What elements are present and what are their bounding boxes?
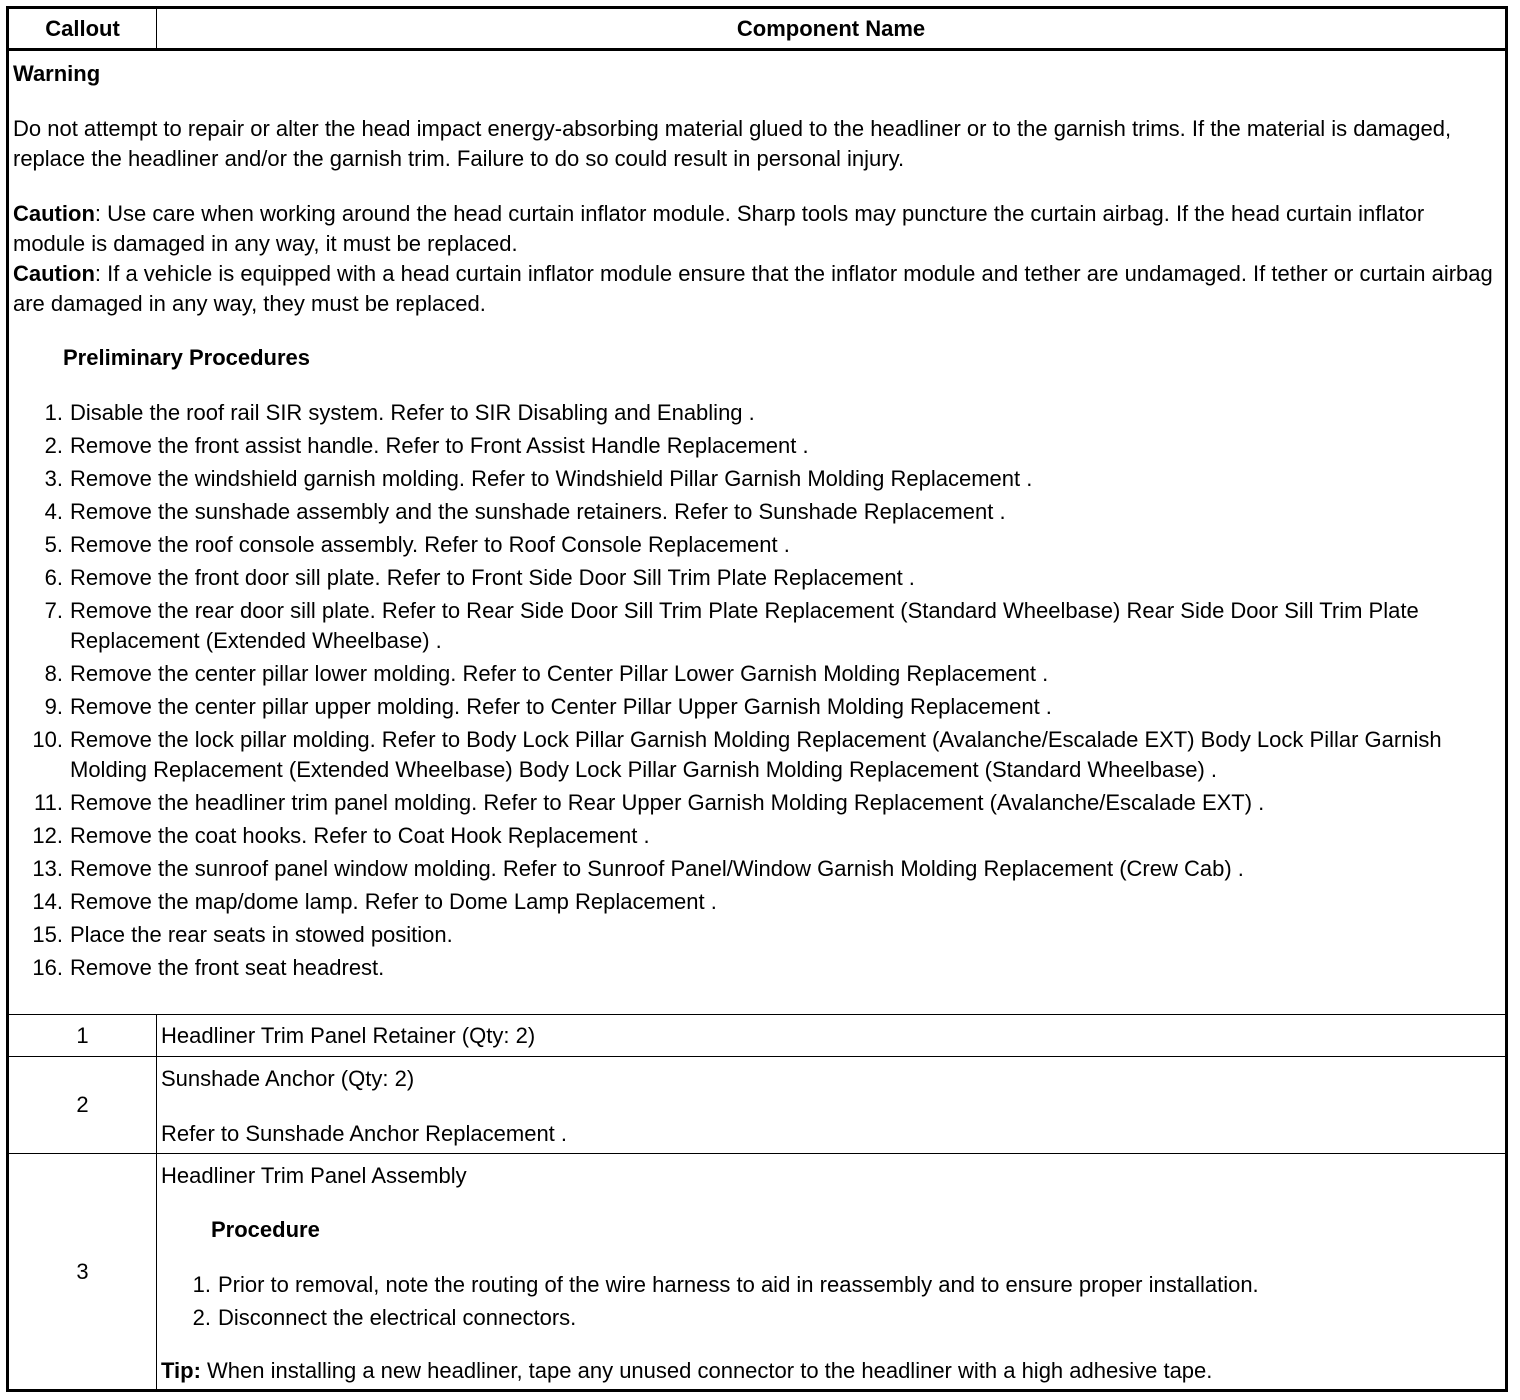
step-text: Disconnect the electrical connectors. <box>218 1305 577 1330</box>
step-item <box>13 725 1501 785</box>
step-item <box>13 530 1501 560</box>
step-text: Remove the map/dome lamp. Refer to Dome Lamp Replacement . <box>70 889 717 914</box>
component-name: Headliner Trim Panel Retainer (Qty: 2) <box>161 1022 536 1048</box>
step-item <box>13 659 1501 689</box>
step-text: Remove the front door sill plate. Refer to Front Side Door Sill Trim Plate Replacement . <box>70 565 915 590</box>
step-text: Remove the sunroof panel window molding. Refer to Sunroof Panel/Window Garnish Molding Replacement (Crew Cab) . <box>70 856 1244 881</box>
step-text: Place the rear seats in stowed position. <box>70 922 453 947</box>
step-item <box>13 431 1501 461</box>
step-number: 9. <box>44 694 63 719</box>
step-text: Remove the lock pillar molding. Refer to Body Lock Pillar Garnish Molding Replacement (Avalanche/Escalade EXT) Body Lock Pillar Garnish Molding Replacement (Extended Wheelbase) Body Lock Pillar Garnish Molding Replacement (Standard Wheelbase) . <box>70 727 1442 782</box>
step-item <box>13 563 1501 593</box>
component-cell <box>157 1154 1505 1389</box>
table-row <box>9 1057 1505 1154</box>
step-number: 14. <box>32 889 63 914</box>
step-number: 6. <box>44 565 63 590</box>
component-cell <box>157 1057 1505 1153</box>
step-number: 5. <box>44 532 63 557</box>
preliminary-steps-list <box>13 398 1501 983</box>
step-number: 10. <box>32 727 63 752</box>
callout-number: 3 <box>9 1154 157 1389</box>
step-number: 1. <box>44 400 63 425</box>
component-name: Headliner Trim Panel Assembly <box>161 1163 467 1188</box>
caution-1 <box>13 199 1501 259</box>
step-number: 12. <box>32 823 63 848</box>
procedure-steps-list <box>161 1270 1501 1333</box>
step-item <box>161 1270 1501 1300</box>
step-text: Remove the center pillar upper molding. Refer to Center Pillar Upper Garnish Molding Replacement . <box>70 694 1052 719</box>
header-component-name: Component Name <box>736 15 926 41</box>
step-item <box>13 596 1501 656</box>
step-text: Disable the roof rail SIR system. Refer to SIR Disabling and Enabling . <box>70 400 755 425</box>
component-reference: Refer to Sunshade Anchor Replacement . <box>161 1121 568 1146</box>
procedure-title: Procedure <box>211 1217 320 1242</box>
caution-label: Caution <box>13 261 95 286</box>
step-number: 13. <box>32 856 63 881</box>
step-number: 2. <box>44 433 63 458</box>
preamble-row <box>9 51 1505 1015</box>
step-item <box>13 464 1501 494</box>
step-number: 1. <box>192 1272 211 1297</box>
step-text: Remove the sunshade assembly and the sunshade retainers. Refer to Sunshade Replacement . <box>70 499 1006 524</box>
warning-title: Warning <box>13 61 101 86</box>
caution-text: : Use care when working around the head curtain inflator module. Sharp tools may puncture the curtain airbag. If the head curtain inflator module is damaged in any way, it must be replaced. <box>13 201 1425 256</box>
step-text: Remove the rear door sill plate. Refer to Rear Side Door Sill Trim Plate Replacement (Standard Wheelbase) Rear Side Door Sill Trim Plate Replacement (Extended Wheelbase) . <box>70 598 1419 653</box>
step-number: 8. <box>44 661 63 686</box>
caution-2 <box>13 259 1501 319</box>
component-table <box>6 6 1508 1392</box>
step-text: Remove the windshield garnish molding. Refer to Windshield Pillar Garnish Molding Replacement . <box>70 466 1033 491</box>
caution-text: : If a vehicle is equipped with a head curtain inflator module ensure that the inflator module and tether are undamaged. If tether or curtain airbag are damaged in any way, they must be replaced. <box>13 261 1493 316</box>
step-item <box>13 497 1501 527</box>
step-item <box>13 887 1501 917</box>
tip-label: Tip: <box>161 1358 201 1383</box>
preamble-content <box>13 59 1501 1010</box>
step-number: 4. <box>44 499 63 524</box>
step-item <box>13 692 1501 722</box>
step-number: 11. <box>34 790 63 815</box>
step-number: 16. <box>32 955 63 980</box>
step-number: 15. <box>32 922 63 947</box>
step-number: 7. <box>44 598 63 623</box>
warning-text: Do not attempt to repair or alter the head impact energy-absorbing material glued to the headliner or to the garnish trims. If the material is damaged, replace the headliner and/or the garnish trim. Failure to do so could result in personal injury. <box>13 116 1452 171</box>
step-number: 3. <box>44 466 63 491</box>
step-text: Remove the center pillar lower molding. Refer to Center Pillar Lower Garnish Molding Replacement . <box>70 661 1049 686</box>
step-text: Remove the coat hooks. Refer to Coat Hook Replacement . <box>70 823 650 848</box>
tip-note <box>161 1356 1501 1386</box>
step-text: Remove the roof console assembly. Refer to Roof Console Replacement . <box>70 532 790 557</box>
step-text: Remove the front assist handle. Refer to Front Assist Handle Replacement . <box>70 433 809 458</box>
table-header-row <box>9 9 1505 51</box>
step-item <box>13 398 1501 428</box>
preliminary-procedures-title: Preliminary Procedures <box>63 345 311 370</box>
header-callout: Callout <box>9 9 157 48</box>
callout-number: 2 <box>9 1057 157 1153</box>
tip-text: When installing a new headliner, tape any unused connector to the headliner with a high adhesive tape. <box>200 1358 1213 1383</box>
step-item <box>13 788 1501 818</box>
component-name: Sunshade Anchor (Qty: 2) <box>161 1066 415 1091</box>
step-text: Remove the headliner trim panel molding. Refer to Rear Upper Garnish Molding Replacement (Avalanche/Escalade EXT) . <box>70 790 1265 815</box>
step-item <box>13 920 1501 950</box>
step-text: Prior to removal, note the routing of the wire harness to aid in reassembly and to ensure proper installation. <box>218 1272 1259 1297</box>
step-item <box>161 1303 1501 1333</box>
step-item <box>13 854 1501 884</box>
table-row <box>9 1015 1505 1057</box>
step-item <box>13 953 1501 983</box>
table-row <box>9 1154 1505 1389</box>
step-text: Remove the front seat headrest. <box>70 955 385 980</box>
caution-label: Caution <box>13 201 95 226</box>
step-item <box>13 821 1501 851</box>
callout-number: 1 <box>9 1015 157 1056</box>
step-number: 2. <box>192 1305 211 1330</box>
